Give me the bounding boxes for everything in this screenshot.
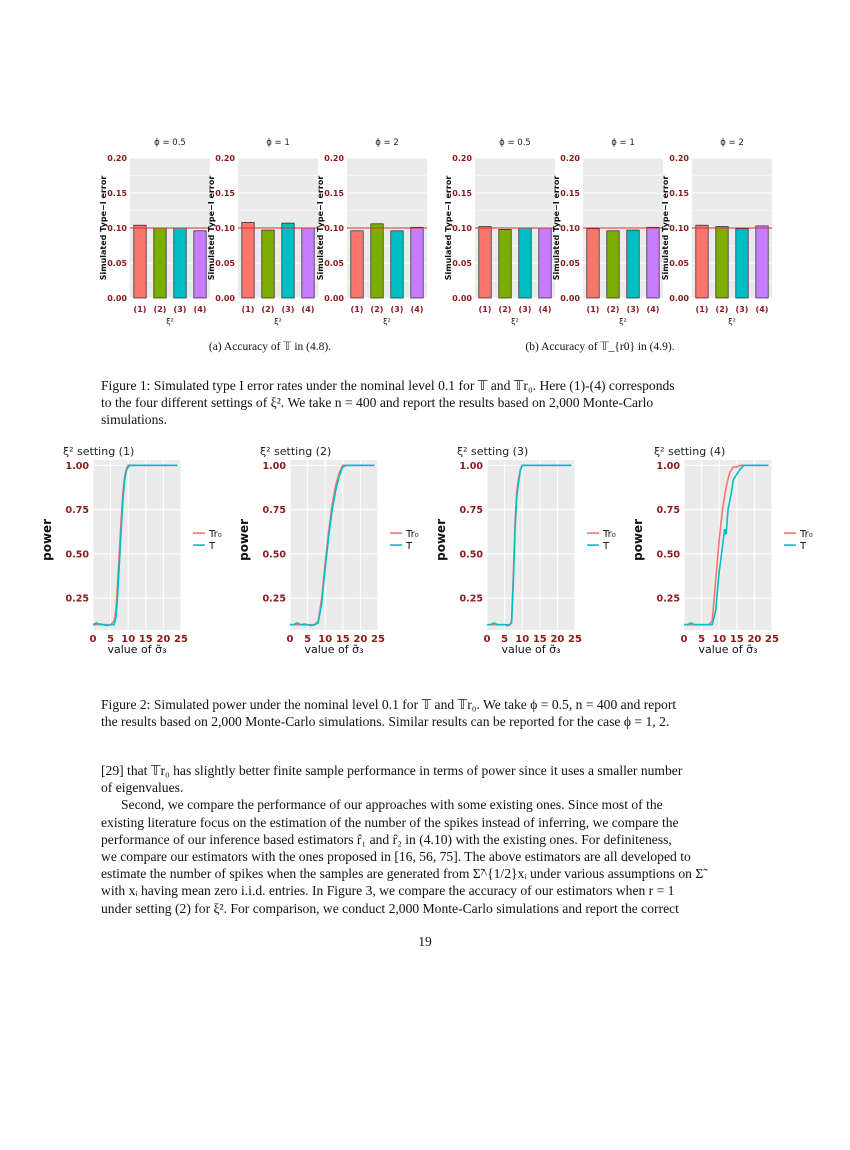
y-tick-label: 0.05 bbox=[560, 259, 580, 268]
y-tick-label: 0.10 bbox=[324, 224, 344, 233]
y-axis-label: Simulated Type−I error bbox=[552, 175, 561, 281]
figure1-caption-line3: simulations. bbox=[101, 412, 168, 427]
x-tick-label: (4) bbox=[538, 305, 552, 314]
x-tick-label: (4) bbox=[301, 305, 315, 314]
bar bbox=[262, 230, 274, 298]
x-axis-label: ξ² bbox=[383, 317, 391, 326]
y-tick-label: 0.20 bbox=[107, 154, 127, 163]
legend-label: Tr₀ bbox=[800, 529, 813, 541]
y-tick-label: 0.20 bbox=[452, 154, 472, 163]
bar bbox=[607, 231, 619, 298]
legend-label: Tr₀ bbox=[603, 529, 616, 541]
figure1-subcaption-a: (a) Accuracy of 𝕋 in (4.8). bbox=[208, 341, 332, 353]
figure1-caption-line2: to the four different settings of ξ². We take n = 400 and report the results based on 2,000 Monte-Carlo bbox=[101, 395, 654, 410]
y-tick-label: 0.25 bbox=[262, 593, 286, 605]
bar-panel-6 bbox=[661, 138, 772, 326]
y-tick-label: 0.20 bbox=[560, 154, 580, 163]
y-tick-label: 0.10 bbox=[560, 224, 580, 233]
panel-background bbox=[290, 460, 378, 630]
x-tick-label: 0 bbox=[286, 634, 294, 645]
bar bbox=[587, 229, 599, 298]
body-p2-line2: existing literature focus on the estimation of the number of the spikes instead of inferring, we compare the bbox=[101, 814, 679, 830]
panel-background bbox=[487, 460, 575, 630]
x-tick-label: 20 bbox=[550, 634, 565, 645]
y-tick-label: 1.00 bbox=[262, 460, 286, 472]
x-tick-label: 5 bbox=[501, 634, 509, 645]
legend-label: T bbox=[209, 541, 216, 553]
bar bbox=[282, 223, 294, 298]
x-tick-label: (3) bbox=[626, 305, 640, 314]
x-tick-label: (3) bbox=[173, 305, 187, 314]
x-tick-label: (3) bbox=[281, 305, 295, 314]
x-tick-label: 0 bbox=[483, 634, 491, 645]
figure1-caption bbox=[101, 377, 761, 428]
y-tick-label: 1.00 bbox=[656, 460, 680, 472]
y-tick-label: 0.00 bbox=[324, 294, 344, 303]
y-tick-label: 0.25 bbox=[65, 593, 89, 605]
y-axis-label: power bbox=[237, 518, 251, 561]
panel-background bbox=[684, 460, 772, 630]
figure2-caption bbox=[101, 696, 761, 730]
y-tick-label: 0.10 bbox=[669, 224, 689, 233]
x-tick-label: 10 bbox=[515, 634, 530, 645]
x-axis-label: value of σ̃₃ bbox=[304, 643, 364, 656]
panel-title: ϕ = 1 bbox=[266, 138, 290, 148]
body-p2-line5: estimate the number of spikes when the samples are generated from Σ̃^{1/2}xᵢ under various assumptions on Σ̃ bbox=[101, 866, 704, 882]
bar bbox=[194, 231, 206, 298]
panel-title: ξ² setting (3) bbox=[457, 445, 529, 458]
figure2-caption-line1: Figure 2: Simulated power under the nominal level 0.1 for 𝕋 and 𝕋r₀. We take ϕ = 0.5, n = 400 and report bbox=[101, 697, 677, 712]
x-axis-label: value of σ̃₃ bbox=[107, 643, 167, 656]
bar bbox=[351, 231, 363, 298]
bar-panel-1 bbox=[99, 138, 210, 326]
x-tick-label: (4) bbox=[755, 305, 769, 314]
y-tick-label: 0.20 bbox=[215, 154, 235, 163]
y-tick-label: 0.50 bbox=[656, 549, 680, 561]
x-tick-label: (1) bbox=[241, 305, 255, 314]
panel-title: ξ² setting (2) bbox=[260, 445, 332, 458]
y-axis-label: power bbox=[40, 518, 54, 561]
bar bbox=[242, 222, 254, 298]
bar bbox=[479, 227, 491, 298]
y-tick-label: 0.75 bbox=[262, 505, 286, 517]
x-tick-label: 20 bbox=[747, 634, 762, 645]
bar bbox=[539, 228, 551, 298]
y-tick-label: 0.75 bbox=[65, 505, 89, 517]
x-tick-label: 10 bbox=[318, 634, 333, 645]
line-panel-1 bbox=[40, 445, 222, 656]
bar bbox=[716, 227, 728, 298]
line-panel-3 bbox=[434, 445, 616, 656]
x-tick-label: (4) bbox=[193, 305, 207, 314]
body-p1-line2: of eigenvalues. bbox=[101, 780, 184, 796]
x-tick-label: 15 bbox=[335, 634, 350, 645]
x-axis-label: value of σ̃₃ bbox=[501, 643, 561, 656]
y-tick-label: 0.05 bbox=[107, 259, 127, 268]
body-p2-line1: Second, we compare the performance of our approaches with some existing ones. Since most of the bbox=[121, 797, 663, 813]
panel-title: ξ² setting (1) bbox=[63, 445, 135, 458]
y-tick-label: 0.15 bbox=[324, 189, 344, 198]
x-tick-label: (2) bbox=[261, 305, 275, 314]
panel-background bbox=[93, 460, 181, 630]
y-axis-label: Simulated Type−I error bbox=[316, 175, 325, 281]
bar bbox=[134, 225, 146, 298]
body-p2-line3: performance of our inference based estimators r̂₁ and r̂₂ in (4.10) with the existing ones. For definiteness, bbox=[101, 831, 672, 847]
panel-title: ϕ = 0.5 bbox=[499, 138, 531, 148]
x-tick-label: 25 bbox=[765, 634, 779, 645]
bar-panel-5 bbox=[552, 138, 663, 326]
y-axis-label: power bbox=[631, 518, 645, 561]
y-tick-label: 0.00 bbox=[107, 294, 127, 303]
bar bbox=[302, 228, 314, 298]
figure1-bar-panels bbox=[0, 128, 850, 338]
y-tick-label: 0.25 bbox=[459, 593, 483, 605]
x-tick-label: 20 bbox=[353, 634, 368, 645]
x-tick-label: (3) bbox=[390, 305, 404, 314]
x-tick-label: 20 bbox=[156, 634, 171, 645]
legend-label: T bbox=[800, 541, 807, 553]
y-tick-label: 1.00 bbox=[459, 460, 483, 472]
x-tick-label: (1) bbox=[350, 305, 364, 314]
y-tick-label: 0.00 bbox=[560, 294, 580, 303]
bar bbox=[174, 228, 186, 298]
x-axis-label: ξ² bbox=[728, 317, 736, 326]
y-tick-label: 0.05 bbox=[215, 259, 235, 268]
x-tick-label: (2) bbox=[153, 305, 167, 314]
x-tick-label: 10 bbox=[712, 634, 727, 645]
x-tick-label: 15 bbox=[532, 634, 547, 645]
y-tick-label: 0.50 bbox=[262, 549, 286, 561]
y-tick-label: 0.50 bbox=[459, 549, 483, 561]
body-p2-line4: we compare our estimators with the ones proposed in [16, 56, 75]. The above estimators are all developed to bbox=[101, 849, 691, 865]
figure2-line-panels bbox=[0, 440, 850, 665]
bar bbox=[756, 226, 768, 298]
body-p2-line7: under setting (2) for ξ². For comparison, we conduct 2,000 Monte-Carlo simulations and report the correct bbox=[101, 900, 679, 916]
y-tick-label: 0.10 bbox=[107, 224, 127, 233]
x-axis-label: ξ² bbox=[166, 317, 174, 326]
bar bbox=[411, 227, 423, 298]
y-tick-label: 0.15 bbox=[452, 189, 472, 198]
x-axis-label: ξ² bbox=[619, 317, 627, 326]
panel-title: ξ² setting (4) bbox=[654, 445, 726, 458]
panel-title: ϕ = 2 bbox=[720, 138, 744, 148]
bar bbox=[696, 225, 708, 298]
y-tick-label: 0.05 bbox=[669, 259, 689, 268]
y-axis-label: Simulated Type−I error bbox=[207, 175, 216, 281]
bar bbox=[647, 227, 659, 298]
figure1-caption-line1: Figure 1: Simulated type I error rates under the nominal level 0.1 for 𝕋 and 𝕋r₀. Here (1)-(4) corresponds bbox=[101, 378, 675, 393]
y-tick-label: 0.20 bbox=[324, 154, 344, 163]
y-axis-label: Simulated Type−I error bbox=[99, 175, 108, 281]
y-tick-label: 0.15 bbox=[560, 189, 580, 198]
figure2-caption-line2: the results based on 2,000 Monte-Carlo simulations. Similar results can be reported for the case ϕ = 1, 2. bbox=[101, 714, 670, 729]
y-tick-label: 0.00 bbox=[452, 294, 472, 303]
x-tick-label: (2) bbox=[370, 305, 384, 314]
body-text bbox=[101, 762, 751, 917]
x-tick-label: 15 bbox=[729, 634, 744, 645]
bar bbox=[154, 228, 166, 298]
y-tick-label: 0.00 bbox=[669, 294, 689, 303]
x-tick-label: 0 bbox=[89, 634, 97, 645]
bar bbox=[627, 230, 639, 298]
bar bbox=[736, 229, 748, 298]
panel-title: ϕ = 0.5 bbox=[154, 138, 186, 148]
x-tick-label: 10 bbox=[121, 634, 136, 645]
y-tick-label: 1.00 bbox=[65, 460, 89, 472]
x-tick-label: 5 bbox=[304, 634, 312, 645]
y-tick-label: 0.15 bbox=[669, 189, 689, 198]
y-tick-label: 0.15 bbox=[215, 189, 235, 198]
x-tick-label: (1) bbox=[478, 305, 492, 314]
y-tick-label: 0.75 bbox=[656, 505, 680, 517]
x-tick-label: 5 bbox=[698, 634, 706, 645]
x-axis-label: ξ² bbox=[274, 317, 282, 326]
x-tick-label: 25 bbox=[568, 634, 582, 645]
legend-label: T bbox=[406, 541, 413, 553]
x-tick-label: 0 bbox=[680, 634, 688, 645]
x-tick-label: (2) bbox=[498, 305, 512, 314]
body-p2-line6: with xᵢ having mean zero i.i.d. entries. In Figure 3, we compare the accuracy of our estimators when r = 1 bbox=[101, 883, 675, 899]
legend-label: Tr₀ bbox=[406, 529, 419, 541]
bar-panel-2 bbox=[207, 138, 318, 326]
y-tick-label: 0.05 bbox=[324, 259, 344, 268]
y-tick-label: 0.05 bbox=[452, 259, 472, 268]
figure1-subcaption-b: (b) Accuracy of 𝕋_{r0} in (4.9). bbox=[525, 341, 675, 353]
x-tick-label: 25 bbox=[174, 634, 188, 645]
legend-label: T bbox=[603, 541, 610, 553]
panel-title: ϕ = 1 bbox=[611, 138, 635, 148]
y-tick-label: 0.75 bbox=[459, 505, 483, 517]
y-tick-label: 0.10 bbox=[215, 224, 235, 233]
y-tick-label: 0.50 bbox=[65, 549, 89, 561]
x-tick-label: (2) bbox=[606, 305, 620, 314]
legend-label: Tr₀ bbox=[209, 529, 222, 541]
x-tick-label: (4) bbox=[646, 305, 660, 314]
y-axis-label: Simulated Type−I error bbox=[444, 175, 453, 281]
x-tick-label: 5 bbox=[107, 634, 115, 645]
y-axis-label: Simulated Type−I error bbox=[661, 175, 670, 281]
x-tick-label: 25 bbox=[371, 634, 385, 645]
line-panel-2 bbox=[237, 445, 419, 656]
bar-panel-3 bbox=[316, 138, 427, 326]
x-tick-label: (4) bbox=[410, 305, 424, 314]
bar bbox=[499, 229, 511, 298]
y-tick-label: 0.15 bbox=[107, 189, 127, 198]
bar bbox=[519, 228, 531, 298]
x-tick-label: (3) bbox=[518, 305, 532, 314]
x-tick-label: (2) bbox=[715, 305, 729, 314]
body-p1-line1: [29] that 𝕋r₀ has slightly better finite sample performance in terms of power since it uses a smaller number bbox=[101, 763, 683, 778]
y-tick-label: 0.25 bbox=[656, 593, 680, 605]
y-axis-label: power bbox=[434, 518, 448, 561]
x-tick-label: (1) bbox=[695, 305, 709, 314]
bar-panel-4 bbox=[444, 138, 555, 326]
page-number: 19 bbox=[418, 934, 432, 949]
x-tick-label: (1) bbox=[133, 305, 147, 314]
x-axis-label: ξ² bbox=[511, 317, 519, 326]
y-tick-label: 0.20 bbox=[669, 154, 689, 163]
x-tick-label: 15 bbox=[138, 634, 153, 645]
y-tick-label: 0.10 bbox=[452, 224, 472, 233]
x-tick-label: (3) bbox=[735, 305, 749, 314]
x-axis-label: value of σ̃₃ bbox=[698, 643, 758, 656]
y-tick-label: 0.00 bbox=[215, 294, 235, 303]
line-panel-4 bbox=[631, 445, 813, 656]
bar bbox=[371, 224, 383, 298]
panel-title: ϕ = 2 bbox=[375, 138, 399, 148]
bar bbox=[391, 231, 403, 298]
x-tick-label: (1) bbox=[586, 305, 600, 314]
